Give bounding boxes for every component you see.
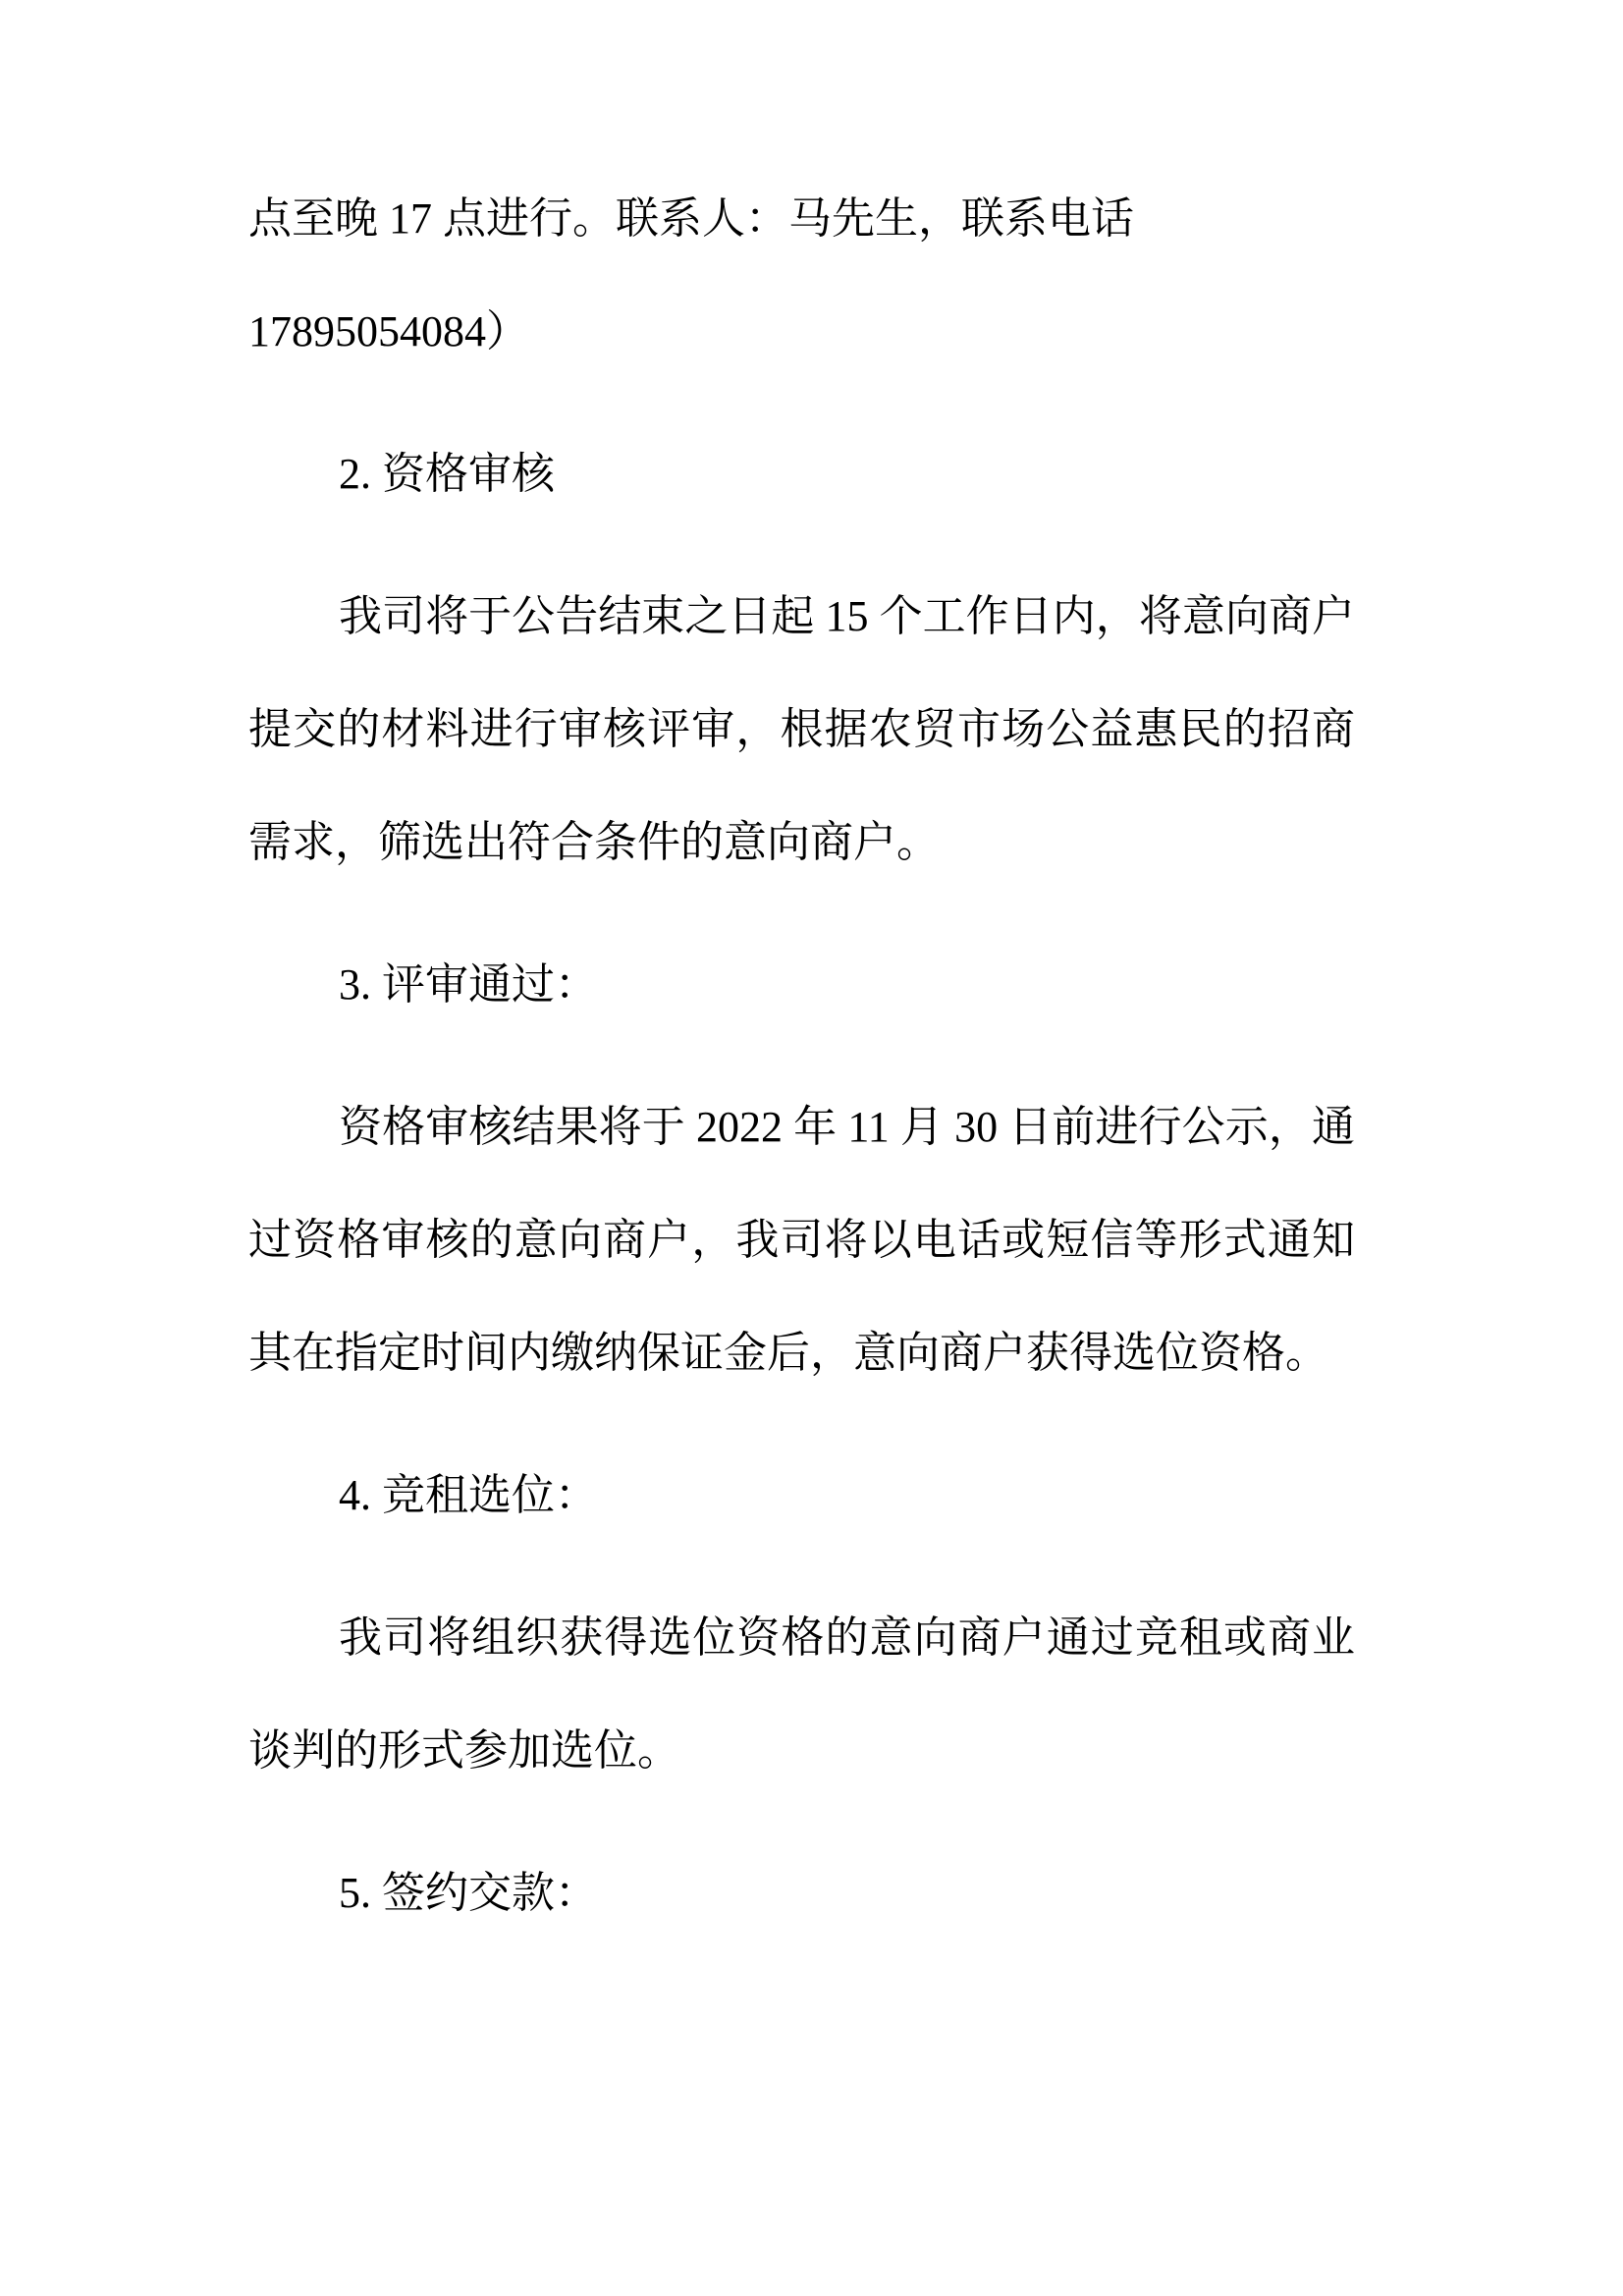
- document-content: [248, 162, 1355, 1979]
- text-line: 4. 竞租选位：: [339, 1471, 598, 1519]
- paragraph: [248, 162, 1355, 388]
- text-line: 我司将组织获得选位资格的意向商户通过竞租或商业: [339, 1613, 1355, 1662]
- text-line: 3. 评审通过：: [339, 960, 598, 1009]
- text-line: 资格审核结果将于 2022 年 11 月 30 日前进行公示，通: [339, 1103, 1355, 1151]
- paragraph: [248, 417, 1355, 530]
- text-line: 2. 资格审核: [339, 450, 555, 498]
- paragraph: [248, 928, 1355, 1041]
- paragraph: [248, 1836, 1355, 1949]
- text-line: 过资格审核的意向商户，我司将以电话或短信等形式通知: [248, 1216, 1355, 1264]
- text-line: 5. 签约交款：: [339, 1869, 598, 1917]
- text-line: 提交的材料进行审核评审，根据农贸市场公益惠民的招商: [248, 705, 1355, 753]
- paragraph: [248, 560, 1355, 899]
- paragraph: [248, 1070, 1355, 1409]
- paragraph: [248, 1439, 1355, 1552]
- paragraph: [248, 1581, 1355, 1807]
- text-line: 点至晚 17 点进行。联系人：马先生，联系电话: [248, 194, 1134, 243]
- text-line: 我司将于公告结束之日起 15 个工作日内，将意向商户: [339, 592, 1355, 640]
- text-line: 其在指定时间内缴纳保证金后，意向商户获得选位资格。: [248, 1329, 1328, 1377]
- text-line: 17895054084）: [248, 307, 529, 355]
- text-line: 谈判的形式参加选位。: [248, 1726, 680, 1775]
- text-line: 需求，筛选出符合条件的意向商户。: [248, 818, 940, 866]
